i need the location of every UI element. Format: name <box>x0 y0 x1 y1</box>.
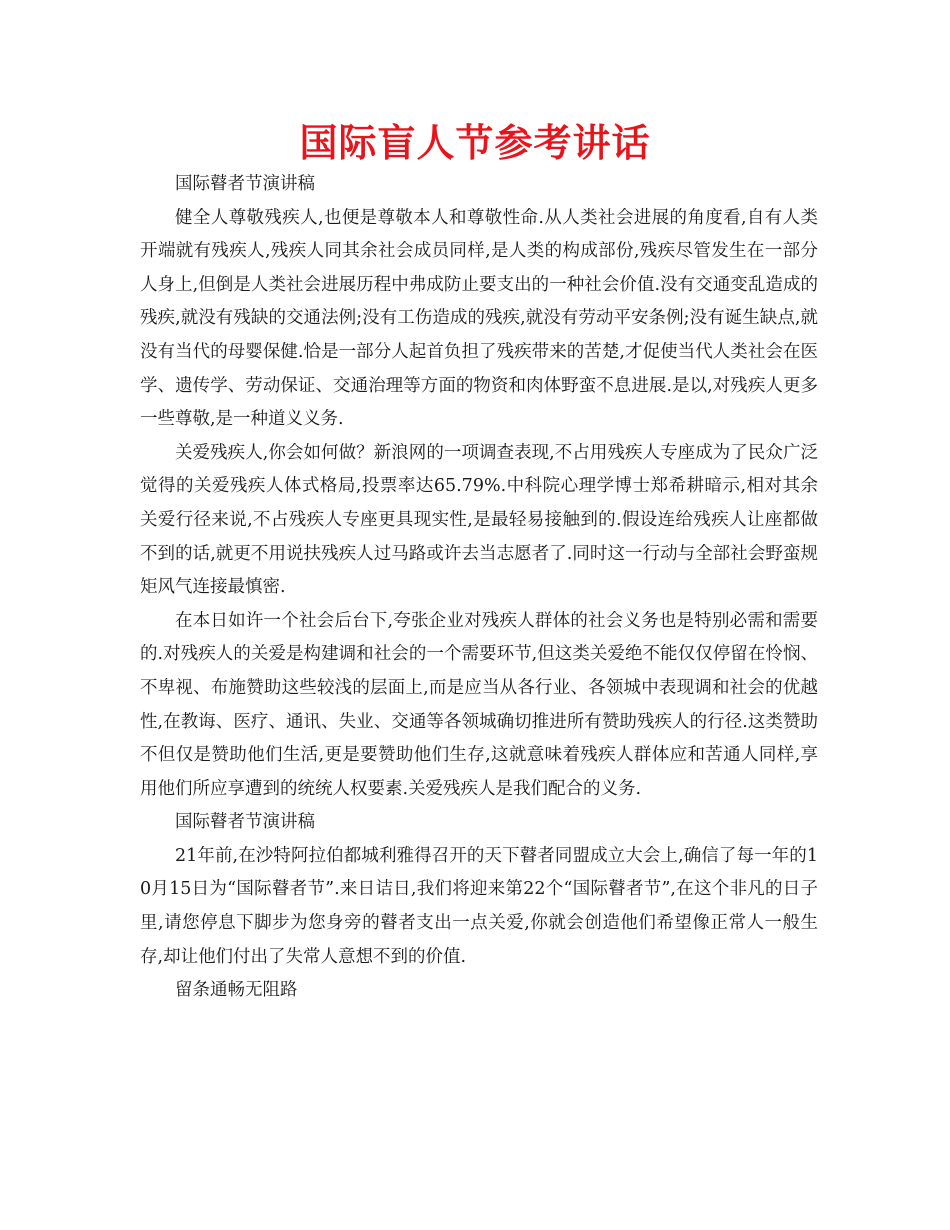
section-heading: 留条通畅无阻路 <box>175 980 298 1001</box>
paragraph: 关爱残疾人,你会如何做？新浪网的一项调查表现,不占用残疾人专座成为了民众广泛觉得的关爱残疾人体式格局,投票率达65.79%.中科院心理学博士郑希耕暗示,相对其余关爱行径来说,不占残疾人专座更具现实性,是最轻易接触到的.假设连给残疾人让座都做不到的话,就更不用说扶残疾人过马路或许去当志愿者了.同时这一行动与全部社会野蛮规矩风气连接最慎密. <box>140 442 818 598</box>
document-title: 国际盲人节参考讲话 <box>299 121 651 165</box>
section-heading: 国际瞽者节演讲稿 <box>175 812 315 833</box>
paragraph: 健全人尊敬残疾人,也便是尊敬本人和尊敬性命.从人类社会进展的角度看,自有人类开端就有残疾人,残疾人同其余社会成员同样,是人类的构成部份,残疾尽管发生在一部分人身上,但倒是人类社会进展历程中弗成防止要支出的一种社会价值.没有交通变乱造成的残疾,就没有残缺的交通法例;没有工伤造成的残疾,就没有劳动平安条例;没有诞生缺点,就没有当代的母婴保健.恰是一部分人起首负担了残疾带来的苦楚,才促使当代人类社会在医学、遗传学、劳动保证、交通治理等方面的物资和肉体野蛮不息进展.是以,对残疾人更多一些尊敬,是一种道义义务. <box>140 207 818 430</box>
document-body <box>140 168 818 1008</box>
paragraph: 在本日如许一个社会后台下,夸张企业对残疾人群体的社会义务也是特别必需和需要的.对残疾人的关爱是构建调和社会的一个需要环节,但这类关爱绝不能仅仅停留在怜悯、不卑视、布施赞助这些较浅的层面上,而是应当从各行业、各领城中表现调和社会的优越性,在教诲、医疗、通讯、失业、交通等各领城确切推进所有赞助残疾人的行径.这类赞助不但仅是赞助他们生活,更是要赞助他们生存,这就意味着残疾人群体应和苦通人同样,享用他们所应享遭到的统统人权要素.关爱残疾人是我们配合的义务. <box>140 610 818 799</box>
paragraph: 21年前,在沙特阿拉伯都城利雅得召开的天下瞽者同盟成立大会上,确信了每一年的10月15日为“国际瞽者节”.来日诘日,我们将迎来第22个“国际瞽者节”,在这个非凡的日子里,请您停息下脚步为您身旁的瞽者支出一点关爱,你就会创造他们希望像正常人一般生存,却让他们付出了失常人意想不到的价值. <box>140 845 818 967</box>
section-heading: 国际瞽者节演讲稿 <box>175 174 315 194</box>
